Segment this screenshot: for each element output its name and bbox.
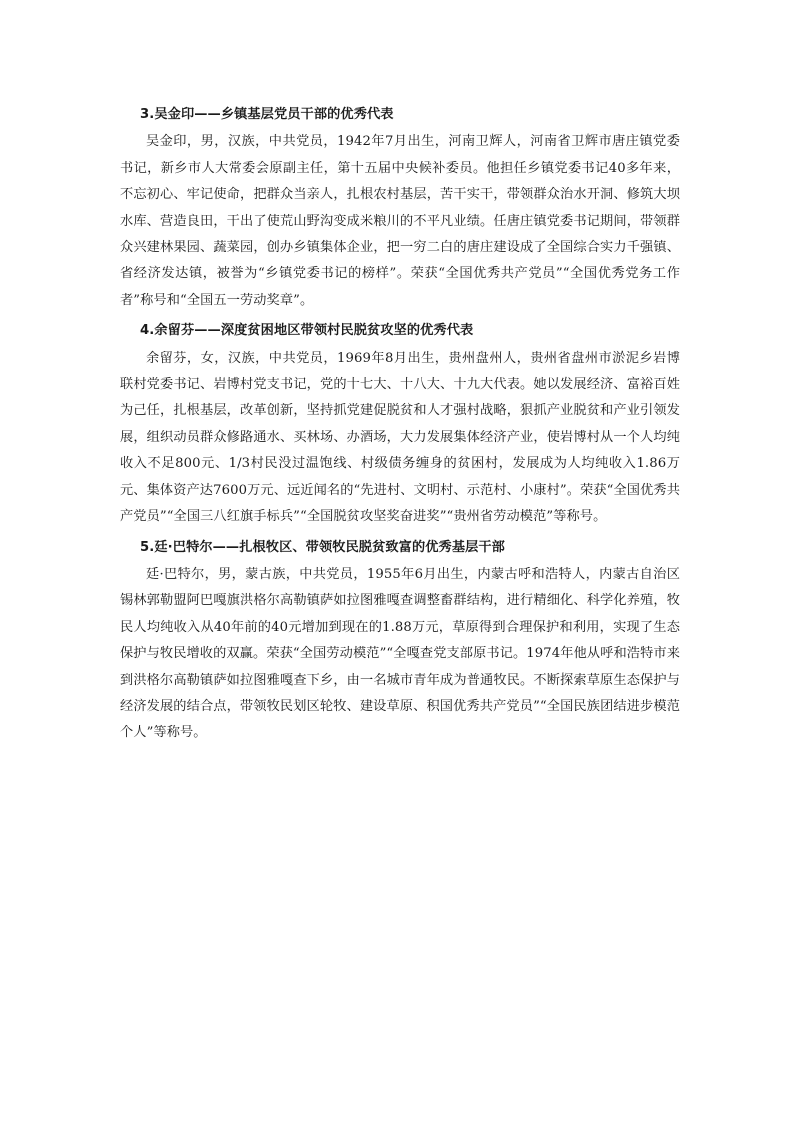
section-body: 吴金印，男，汉族，中共党员，1942年7月出生，河南卫辉人，河南省卫辉市唐庄镇党委书记，新乡市人大常委会原副主任，第十五届中央候补委员。他担任乡镇党委书记40多年来，不忘初心、牢记使命，把群众当亲人，扎根农村基层，苦干实干，带领群众治水开洞、修筑大坝水库、营造良田，干出了使荒山野沟变成米粮川的不平凡业绩。任唐庄镇党委书记期间，带领群众兴建林果园、蔬菜园，创办乡镇集体企业，把一穷二白的唐庄建设成了全国综合实力千强镇、省经济发达镇，被誉为“乡镇党委书记的榜样”。荣获“全国优秀共产党员”“全国优秀党务工作者”称号和“全国五一劳动奖章”。: [120, 134, 680, 308]
section-body: 余留芬，女，汉族，中共党员，1969年8月出生，贵州盘州人，贵州省盘州市淤泥乡岩博联村党委书记、岩博村党支书记，党的十七大、十八大、十九大代表。她以发展经济、富裕百姓为己任，扎根基层，改革创新，坚持抓党建促脱贫和人才强村战略，狠抓产业脱贫和产业引领发展，组织动员群众修路通水、买林场、办酒场，大力发展集体经济产业，使岩博村从一个人均纯收入不足800元、1/3村民没过温饱线、村级债务缠身的贫困村，发展成为人均纯收入1.86万元、集体资产达7600万元、远近闻名的“先进村、文明村、示范村、小康村”。荣获“全国优秀共产党员”“全国三八红旗手标兵”“全国脱贫攻坚奖奋进奖”“贵州省劳动模范”等称号。: [120, 350, 680, 525]
section-heading: 3.吴金印——乡镇基层党员干部的优秀代表: [140, 107, 394, 122]
section-yu-liufen: [120, 318, 680, 530]
section-wu-jinyin: [120, 102, 680, 314]
section-body: 廷·巴特尔，男，蒙古族，中共党员，1955年6月出生，内蒙古呼和浩特人，内蒙古自治区锡林郭勒盟阿巴嘎旗洪格尔高勒镇萨如拉图雅嘎查调整畜群结构，进行精细化、科学化养殖，牧民人均纯收入从40年前的40元增加到现在的1.88万元，草原得到合理保护和利用，实现了生态保护与牧民增收的双赢。荣获“全国劳动模范”“全嘎查党支部原书记。1974年他从呼和浩特市来到洪格尔高勒镇萨如拉图雅嘎查下乡，由一名城市青年成为普通牧民。不断探索草原生态保护与经济发展的结合点，带领牧民划区轮牧、建设草原、积国优秀共产党员”“全国民族团结进步模范个人”等称号。: [120, 566, 680, 741]
section-heading: 4.余留芬——深度贫困地区带领村民脱贫攻坚的优秀代表: [140, 323, 474, 339]
section-ting-bateer: [120, 535, 680, 747]
section-heading: 5.廷·巴特尔——扎根牧区、带领牧民脱贫致富的优秀基层干部: [140, 539, 505, 555]
document-page: [120, 102, 680, 751]
